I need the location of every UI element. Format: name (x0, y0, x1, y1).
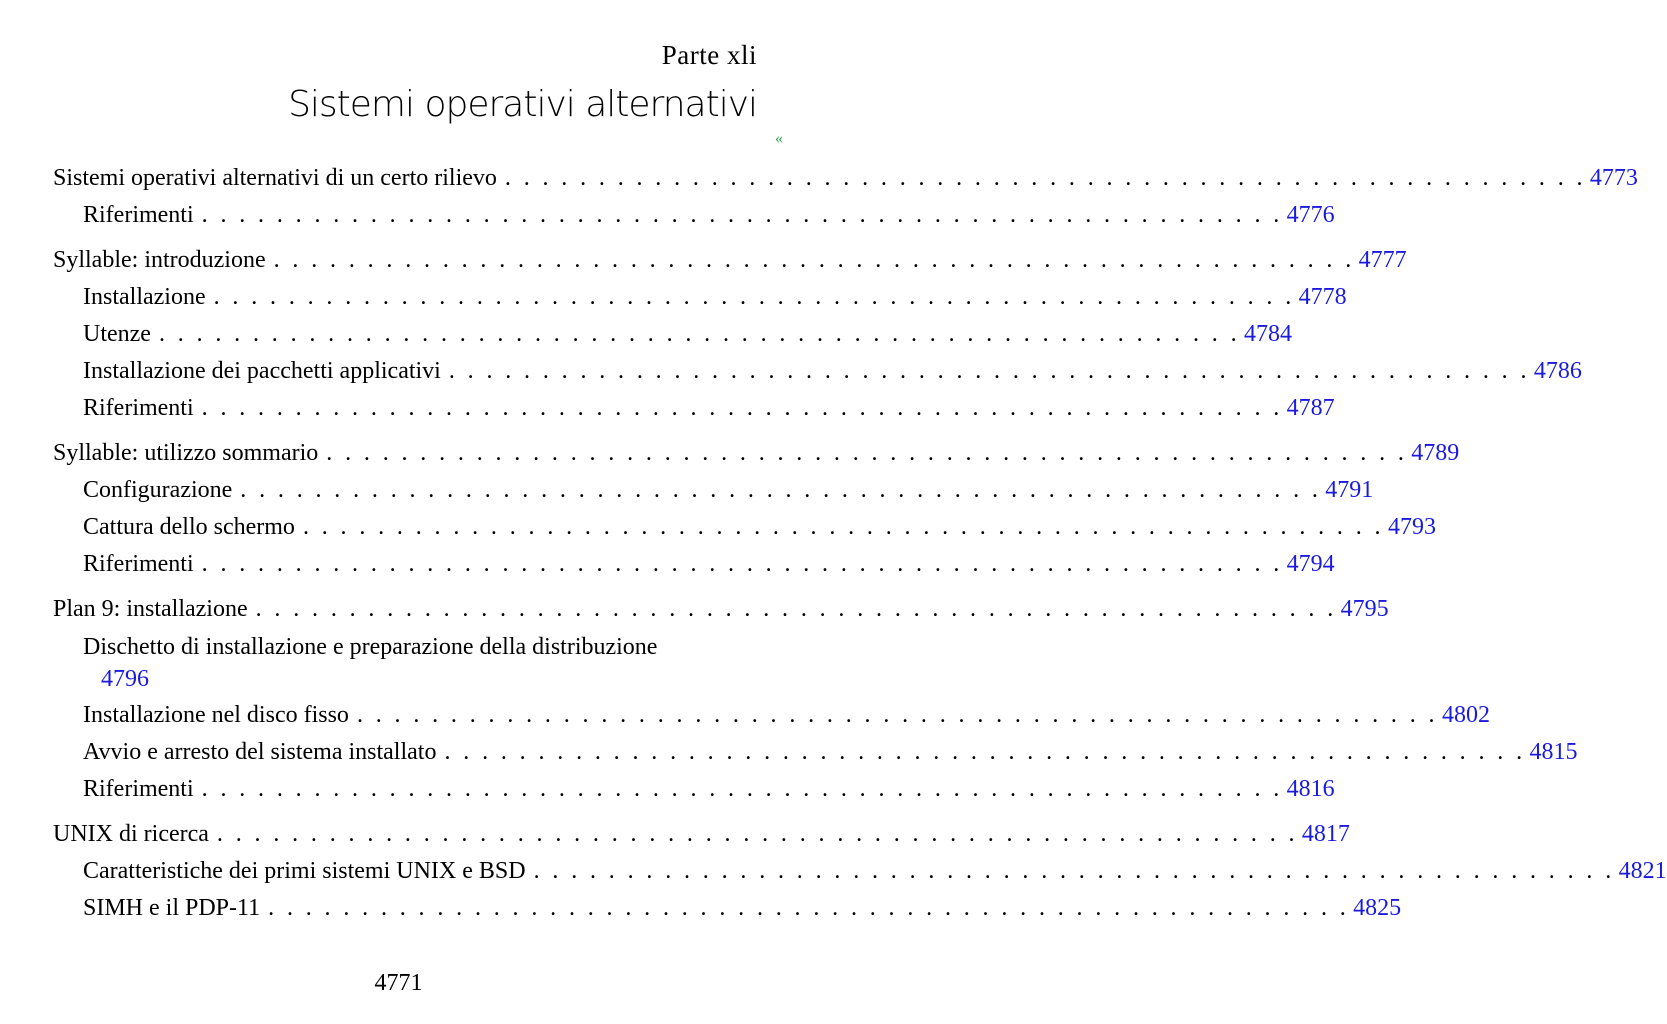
back-to-top-link[interactable]: « (775, 130, 783, 147)
toc-entry-label: Cattura dello schermo (83, 514, 295, 540)
toc-section-entry (53, 853, 1667, 890)
toc-chapter-entry (53, 435, 1460, 472)
toc-entry-label: Riferimenti (83, 551, 194, 577)
toc-section-entry (53, 316, 1292, 353)
toc-page-link[interactable]: 4816 (1286, 776, 1335, 802)
toc-entry-label: Sistemi operativi alternativi di un certo rilievo (53, 165, 497, 191)
toc-entry-label: Configurazione (83, 477, 233, 503)
toc-page-link[interactable]: 4784 (1243, 321, 1292, 347)
dot-leader: . . . . . . . . . . . . . . . . . . . . . . . . . . . . . . . . . . . . . . . . . . . . . . . . . . . . . . . . . . (240, 477, 1322, 503)
toc-page-link[interactable]: 4817 (1301, 821, 1350, 847)
toc-page-link[interactable]: 4786 (1533, 358, 1582, 384)
dot-leader: . . . . . . . . . . . . . . . . . . . . . . . . . . . . . . . . . . . . . . . . . . . . . . . . . . . . . . . . . . (444, 739, 1526, 765)
dot-leader: . . . . . . . . . . . . . . . . . . . . . . . . . . . . . . . . . . . . . . . . . . . . . . . . . . . . . . . . . . (273, 247, 1355, 273)
toc-entry-label: Syllable: utilizzo sommario (53, 440, 319, 466)
toc-section-entry (53, 197, 1335, 234)
toc-section-entry (53, 734, 1578, 771)
dot-leader: . . . . . . . . . . . . . . . . . . . . . . . . . . . . . . . . . . . . . . . . . . . . . . . . . . . . . . . . . . (504, 165, 1586, 191)
dot-leader: . . . . . . . . . . . . . . . . . . . . . . . . . . . . . . . . . . . . . . . . . . . . . . . . . . . . . . . . . . (201, 776, 1283, 802)
toc-section-entry (53, 771, 1335, 808)
toc-section-entry (53, 353, 1582, 390)
toc-section-entry (53, 279, 1347, 316)
toc-page-link[interactable]: 4825 (1353, 895, 1402, 921)
toc-page-link[interactable]: 4793 (1387, 514, 1436, 540)
toc-section-entry (53, 472, 1374, 509)
toc-entry-label: Avvio e arresto del sistema installato (83, 739, 437, 765)
toc-chapter-entry (53, 242, 1407, 279)
toc-entry-label: Caratteristiche dei primi sistemi UNIX e BSD (83, 858, 526, 884)
dot-leader: . . . . . . . . . . . . . . . . . . . . . . . . . . . . . . . . . . . . . . . . . . . . . . . . . . . . . . . . . . (533, 858, 1615, 884)
dot-leader: . . . . . . . . . . . . . . . . . . . . . . . . . . . . . . . . . . . . . . . . . . . . . . . . . . . . . . . . . . (158, 321, 1240, 347)
dot-leader: . . . . . . . . . . . . . . . . . . . . . . . . . . . . . . . . . . . . . . . . . . . . . . . . . . . . . . . . . . (201, 551, 1283, 577)
toc-entry-label: Plan 9: installazione (53, 596, 248, 622)
dot-leader: . . . . . . . . . . . . . . . . . . . . . . . . . . . . . . . . . . . . . . . . . . . . . . . . . . . . . . . . . . (213, 284, 1295, 310)
toc-page-link[interactable]: 4791 (1325, 477, 1374, 503)
toc-page-link[interactable]: 4795 (1340, 596, 1389, 622)
toc-entry-label: SIMH e il PDP-11 (83, 895, 261, 921)
dot-leader: . . . . . . . . . . . . . . . . . . . . . . . . . . . . . . . . . . . . . . . . . . . . . . . . . . . . . . . . . . (255, 596, 1337, 622)
toc-entry-label: UNIX di ricerca (53, 821, 209, 847)
page-number: 4771 (374, 970, 423, 996)
toc-page-link[interactable]: 4794 (1286, 551, 1335, 577)
toc-section-entry (53, 509, 1436, 546)
toc-entry-label: Installazione dei pacchetti applicativi (83, 358, 441, 384)
toc-page-link[interactable]: 4821 (1618, 858, 1667, 884)
toc-entry-label: Dischetto di installazione e preparazione della distribuzione (83, 634, 658, 660)
toc-page-link[interactable]: 4777 (1358, 247, 1407, 273)
toc-entry-label: Installazione (83, 284, 206, 310)
dot-leader: . . . . . . . . . . . . . . . . . . . . . . . . . . . . . . . . . . . . . . . . . . . . . . . . . . . . . . . . . . (448, 358, 1530, 384)
toc-page-link[interactable]: 4787 (1286, 395, 1335, 421)
dot-leader: . . . . . . . . . . . . . . . . . . . . . . . . . . . . . . . . . . . . . . . . . . . . . . . . . . . . . . . . . . (268, 895, 1350, 921)
toc-page-link[interactable]: 4789 (1411, 440, 1460, 466)
toc-section-entry (53, 390, 1335, 427)
dot-leader: . . . . . . . . . . . . . . . . . . . . . . . . . . . . . . . . . . . . . . . . . . . . . . . . . . . . . . . . . . (201, 395, 1283, 421)
toc-entry-label: Riferimenti (83, 202, 194, 228)
toc-section-entry (53, 546, 1335, 583)
toc-section-entry (53, 628, 757, 697)
toc-page-link[interactable]: 4776 (1286, 202, 1335, 228)
toc-page-link[interactable]: 4796 (101, 666, 149, 692)
table-of-contents (53, 160, 1667, 927)
dot-leader: . . . . . . . . . . . . . . . . . . . . . . . . . . . . . . . . . . . . . . . . . . . . . . . . . . . . . . . . . . (356, 702, 1438, 728)
toc-page-link[interactable]: 4778 (1298, 284, 1347, 310)
toc-section-entry (53, 890, 1402, 927)
toc-entry-label: Riferimenti (83, 776, 194, 802)
toc-entry-label: Utenze (83, 321, 151, 347)
toc-chapter-entry (53, 816, 1350, 853)
toc-entry-label: Installazione nel disco fisso (83, 702, 349, 728)
toc-page-link[interactable]: 4815 (1529, 739, 1578, 765)
toc-page-link[interactable]: 4773 (1589, 165, 1638, 191)
dot-leader: . . . . . . . . . . . . . . . . . . . . . . . . . . . . . . . . . . . . . . . . . . . . . . . . . . . . . . . . . . (216, 821, 1298, 847)
toc-entry-label: Riferimenti (83, 395, 194, 421)
part-label: Parte xli (661, 40, 757, 70)
toc-chapter-entry (53, 591, 1389, 628)
part-title: Sistemi operativi alternativi (288, 84, 757, 125)
dot-leader: . . . . . . . . . . . . . . . . . . . . . . . . . . . . . . . . . . . . . . . . . . . . . . . . . . . . . . . . . . (302, 514, 1384, 540)
toc-section-entry (53, 697, 1490, 734)
dot-leader: . . . . . . . . . . . . . . . . . . . . . . . . . . . . . . . . . . . . . . . . . . . . . . . . . . . . . . . . . . (201, 202, 1283, 228)
toc-entry-label: Syllable: introduzione (53, 247, 266, 273)
toc-chapter-entry (53, 160, 1638, 197)
toc-page-link[interactable]: 4802 (1441, 702, 1490, 728)
dot-leader: . . . . . . . . . . . . . . . . . . . . . . . . . . . . . . . . . . . . . . . . . . . . . . . . . . . . . . . . . . (326, 440, 1408, 466)
